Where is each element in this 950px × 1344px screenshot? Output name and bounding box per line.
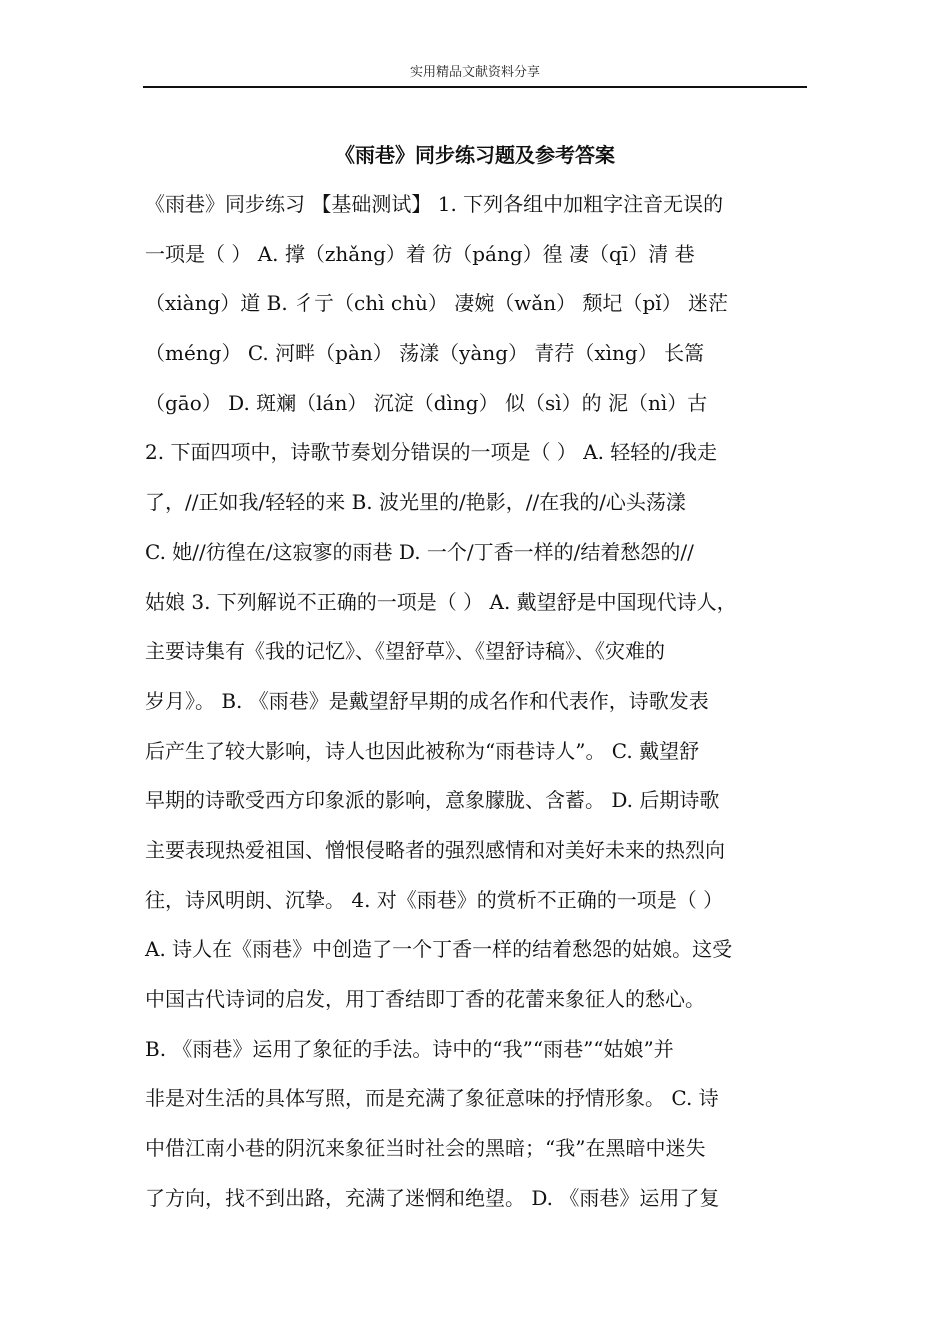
document-title: 《雨巷》同步练习题及参考答案 [335, 143, 615, 167]
body-line: 主要诗集有《我的记忆》、《望舒草》、《望舒诗稿》、《灾难的 [145, 639, 665, 664]
body-line: 非是对生活的具体写照，而是充满了象征意味的抒情形象。 C. 诗 [145, 1086, 719, 1111]
body-line: 后产生了较大影响，诗人也因此被称为“雨巷诗人”。 C. 戴望舒 [145, 738, 700, 763]
body-line: 姑娘 3. 下列解说不正确的一项是（ ） A. 戴望舒是中国现代诗人， [145, 589, 737, 614]
body-line: （gāo） D. 斑斓（lán） 沉淀（dìng） 似（sì）的 泥（nì）古 [145, 390, 708, 415]
body-line: 往，诗风明朗、沉挚。 4. 对《雨巷》的赏析不正确的一项是（ ） [145, 887, 724, 912]
body-line: B. 《雨巷》运用了象征的手法。诗中的“我”“雨巷”“姑娘”并 [145, 1036, 674, 1061]
body-line: 主要表现热爱祖国、憎恨侵略者的强烈感情和对美好未来的热烈向 [145, 837, 725, 862]
document-body [145, 180, 815, 1223]
body-line: 早期的诗歌受西方印象派的影响，意象朦胧、含蓄。 D. 后期诗歌 [145, 788, 720, 813]
body-line: 岁月》。 B. 《雨巷》是戴望舒早期的成名作和代表作，诗歌发表 [145, 688, 709, 713]
body-line: 《雨巷》同步练习 【基础测试】 1. 下列各组中加粗字注音无误的 [145, 192, 724, 216]
body-line: 一项是（ ） A. 撑（zhǎng）着 彷（páng）徨 凄（qī）清 巷 [145, 241, 695, 266]
body-line: （xiàng）道 B. 彳亍（chì chù） 凄婉（wǎn） 颓圮（pǐ） 迷茫 [145, 291, 729, 316]
body-line: （méng） C. 河畔（pàn） 荡漾（yàng） 青荇（xìng） 长篙 [145, 341, 705, 366]
header-divider [143, 86, 807, 88]
body-line: 了方向，找不到出路，充满了迷惘和绝望。 D. 《雨巷》运用了复 [145, 1185, 720, 1210]
body-line: 中借江南小巷的阴沉来象征当时社会的黑暗；“我”在黑暗中迷失 [145, 1136, 706, 1161]
page-header: 实用精品文献资料分享 [409, 65, 540, 80]
body-line: A. 诗人在《雨巷》中创造了一个丁香一样的结着愁怨的姑娘。这受 [145, 937, 733, 962]
body-line: 了，//正如我/轻轻的来 B. 波光里的/艳影，//在我的/心头荡漾 [145, 490, 686, 515]
body-line: 中国古代诗词的启发，用丁香结即丁香的花蕾来象征人的愁心。 [145, 987, 705, 1011]
body-line: 2. 下面四项中，诗歌节奏划分错误的一项是（ ） A. 轻轻的/我走 [145, 440, 718, 465]
body-line: C. 她//彷徨在/这寂寥的雨巷 D. 一个/丁香一样的/结着愁怨的// [145, 539, 694, 564]
